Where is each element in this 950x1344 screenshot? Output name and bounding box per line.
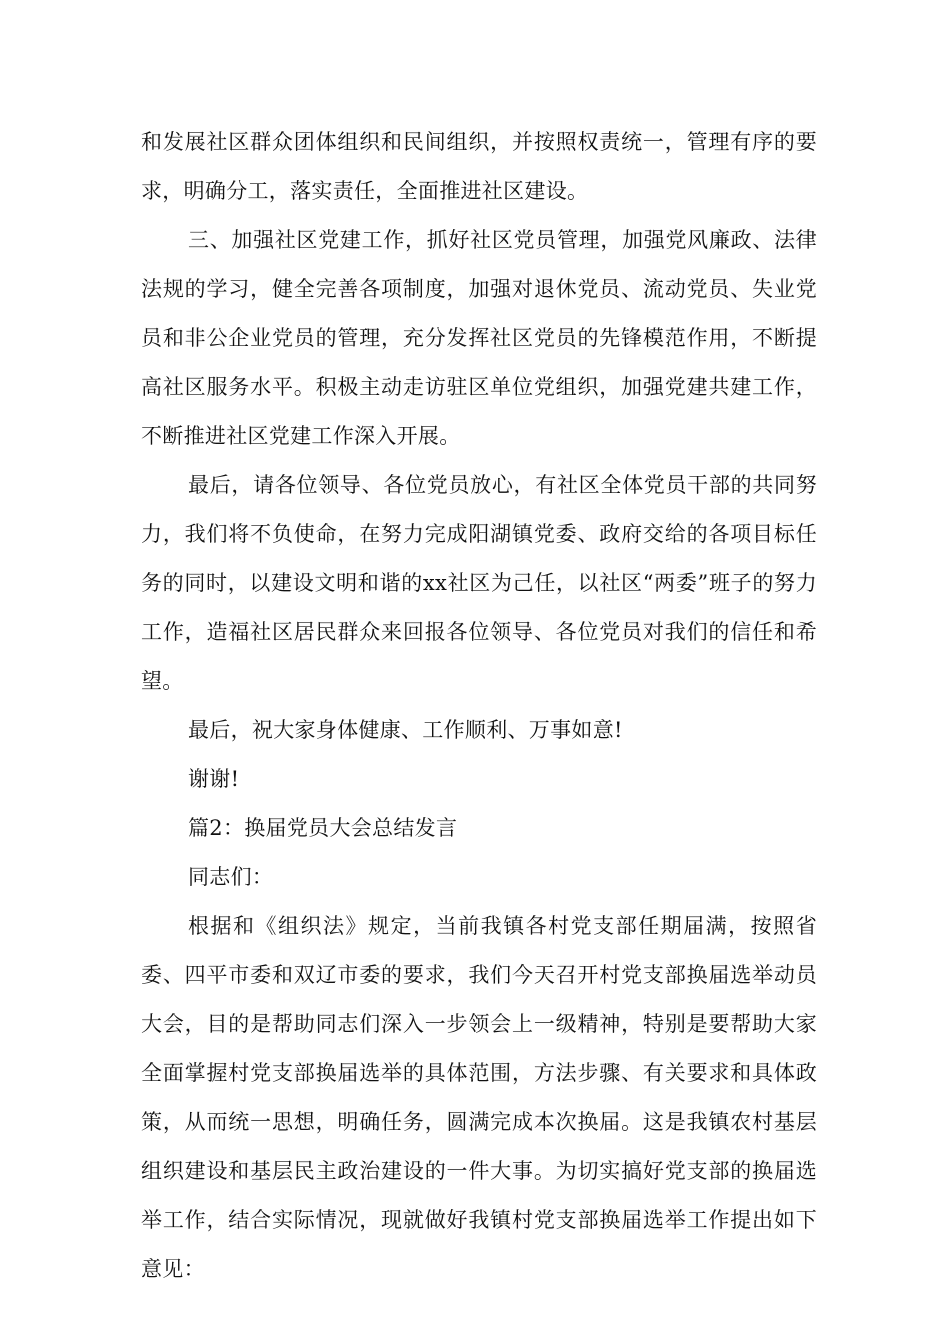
paragraph-party-building: 三、加强社区党建工作，抓好社区党员管理，加强党风廉政、法律法规的学习，健全完善各项制度，加强对退休党员、流动党员、失业党员和非公企业党员的管理，充分发挥社区党员的先锋模范作用，不断提高社区服务水平。积极主动走访驻区单位党组织，加强党建共建工作，不断推进社区党建工作深入开展。 bbox=[141, 228, 817, 448]
paragraph-thanks: 谢谢! bbox=[188, 767, 240, 791]
paragraph-continuation: 和发展社区群众团体组织和民间组织，并按照权责统一，管理有序的要求，明确分工，落实责任，全面推进社区建设。 bbox=[141, 130, 817, 203]
paragraph-election-intro: 根据和《组织法》规定，当前我镇各村党支部任期届满，按照省委、四平市委和双辽市委的要求，我们今天召开村党支部换届选举动员大会，目的是帮助同志们深入一步领会上一级精神，特别是要帮助大家全面掌握村党支部换届选举的具体范围，方法步骤、有关要求和具体政策，从而统一思想，明确任务，圆满完成本次换届。这是我镇农村基层组织建设和基层民主政治建设的一件大事。为切实搞好党支部的换届选举工作，结合实际情况，现就做好我镇村党支部换届选举工作提出如下意见： bbox=[141, 914, 817, 1281]
paragraph-closing-commitment: 最后，请各位领导、各位党员放心，有社区全体党员干部的共同努力，我们将不负使命，在努力完成阳湖镇党委、政府交给的各项目标任务的同时，以建设文明和谐的xx社区为己任，以社区“两委”班子的努力工作，造福社区居民群众来回报各位领导、各位党员对我们的信任和希望。 bbox=[141, 473, 817, 693]
section-heading: 篇2：换届党员大会总结发言 bbox=[188, 816, 458, 840]
document-body bbox=[141, 118, 817, 1294]
salutation: 同志们： bbox=[188, 865, 274, 889]
paragraph-closing-wishes: 最后，祝大家身体健康、工作顺利、万事如意! bbox=[188, 718, 623, 742]
